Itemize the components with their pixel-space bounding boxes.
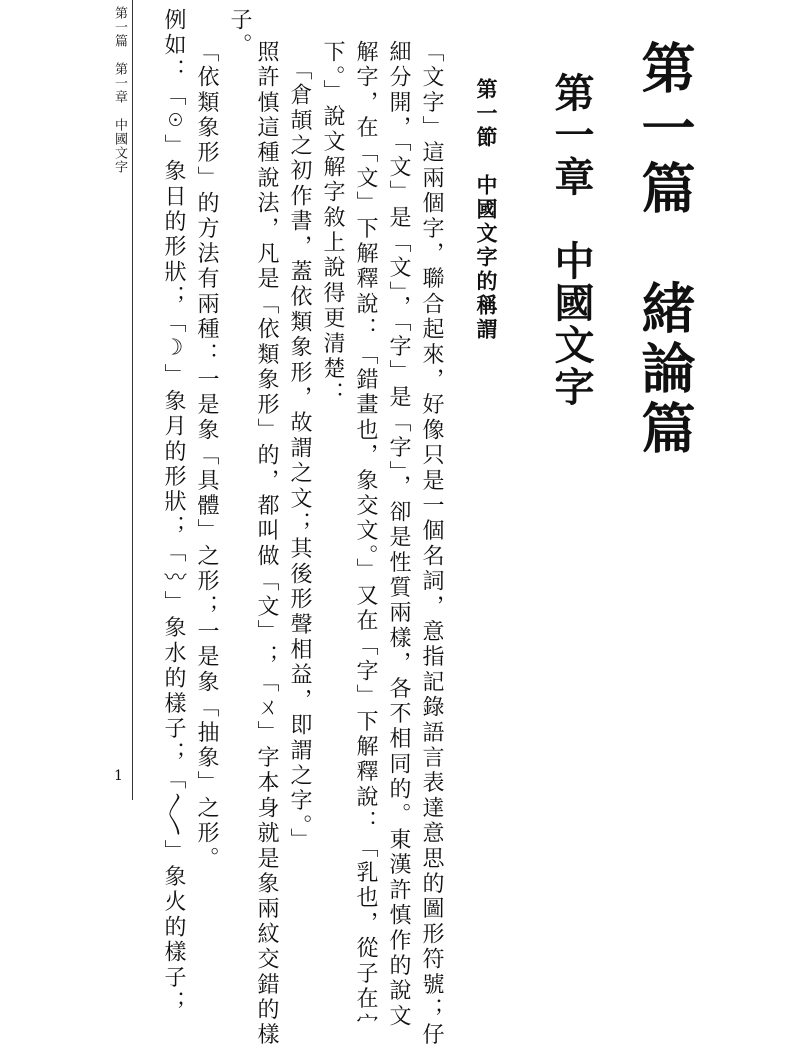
running-header: 第一篇 第一章 中國文字 [112,6,127,174]
text-column-3: 解字，在「文」下解釋說：「錯畫也，象交文。」又在「字」下解釋說：「乳也，從子在宀 [353,40,378,1037]
text-column-9: 例如：「☉」象日的形狀；「☽」象月的形狀；「〰」象水的樣子；「〳〵」象火的樣子； [161,8,186,1016]
margin-rule [132,0,133,800]
part-title: 第一篇 緒論篇 [633,40,696,460]
page-number: 1 [114,768,123,784]
text-column-1: 「文字」這兩個字，聯合起來，好像只是一個名詞，意指記錄語言表達意思的圖形符號；仔 [419,40,444,1048]
text-column-4: 下。」說文解字敘上說得更清楚： [320,40,345,407]
text-column-6: 照許慎這種說法，凡是「依類象形」的，都叫做「文」；「ㄨ」字本身就是象兩紋交錯的樣 [254,40,279,1048]
section-title: 第一節 中國文字的稱謂 [474,78,498,342]
text-column-7: 子。 [227,8,252,59]
text-column-8: 「依類象形」的方法有兩種：一是象「具體」之形；一是象「抽象」之形。 [194,40,219,872]
text-column-2: 細分開，「文」是「文」，「字」是「字」，卻是性質兩樣，各不相同的。東漢許慎作的說文 [386,40,411,1030]
chapter-title: 第一章 中國文字 [548,72,594,408]
text-column-5: 「倉頡之初作書，蓋依類象形，故謂之文；其後形聲相益，即謂之字。」 [287,58,312,854]
